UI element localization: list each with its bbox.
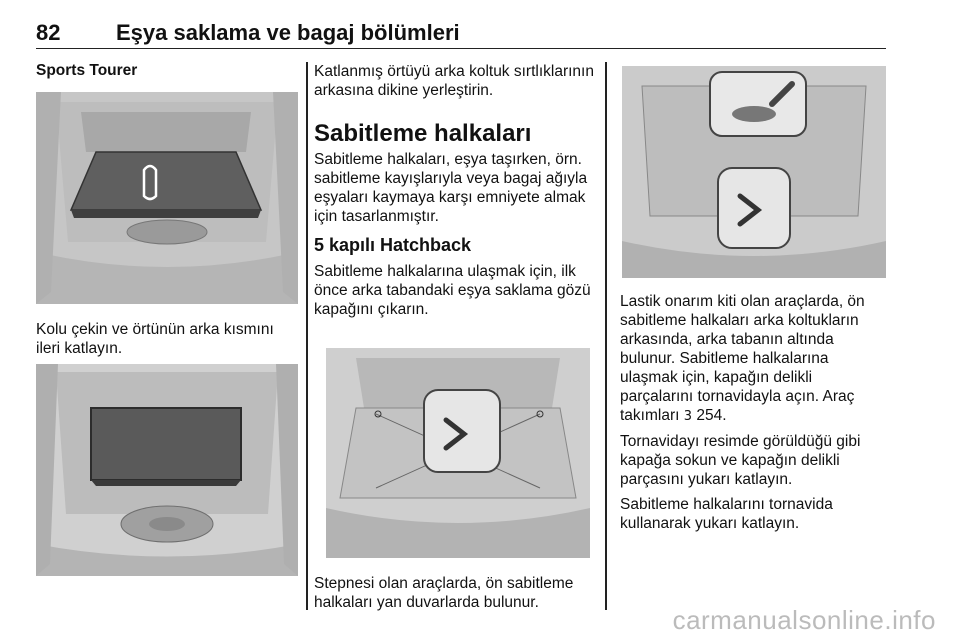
screwdriver-instruction: Tornavidayı resimde görüldüğü gibi kapağa sokun ve kapağın delikli parçasını yukarı katlayın. [620,433,861,488]
page-number: 82 [36,20,61,45]
column-divider-1 [306,62,308,610]
lashing-eyes-intro: Sabitleme halkaları, eşya taşırken, örn. sabitleme kayışlarıyla veya bagaj ağıyla eşyaları kaymaya karşı emniyete almak için tasarlanmıştır. [314,151,588,225]
trunk-cover-photo-2 [36,364,298,576]
cross-reference-icon: 3 [683,409,693,424]
hatchback-lashing-photo [326,348,590,558]
page-title: Eşya saklama ve bagaj bölümleri [116,20,460,45]
hatchback-instruction: Sabitleme halkalarına ulaşmak için, ilk önce arka tabandaki eşya saklama gözü kapağını çıkarın. [314,263,591,318]
page-header [36,14,886,49]
lashing-eyes-heading: Sabitleme halkaları [314,120,532,147]
column-3 [620,292,886,533]
repair-kit-instruction [620,292,886,426]
column-1 [36,62,298,86]
stow-cover-instruction: Katlanmış örtüyü arka koltuk sırtlıklarının arkasına dikine yerleştirin. [314,63,594,99]
fold-lashing-eyes-instruction: Sabitleme halkalarını tornavida kullanarak yukarı katlayın. [620,496,833,532]
column-2 [314,62,594,319]
watermark: carmanualsonline.info [672,605,936,635]
sports-tourer-subheading: Sports Tourer [36,62,138,79]
cross-reference-page: 254. [696,407,727,424]
column-divider-2 [605,62,607,610]
hatchback-subheading: 5 kapılı Hatchback [314,235,472,255]
trunk-cover-photo-1 [36,92,298,304]
repair-kit-lashing-photo [622,66,886,278]
fold-cover-instruction: Kolu çekin ve örtünün arka kısmını ileri katlayın. [36,321,274,357]
repair-kit-text: Lastik onarım kiti olan araçlarda, ön sabitleme halkaları arka koltukların arkasında, arka tabanın altında bulunur. Sabitleme halkalarına ulaşmak için, kapağın delikli parçalarını tornavidayla açın. Araç takımları [620,293,865,424]
spare-wheel-note: Stepnesi olan araçlarda, ön sabitleme halkaları yan duvarlarda bulunur. [314,575,574,611]
